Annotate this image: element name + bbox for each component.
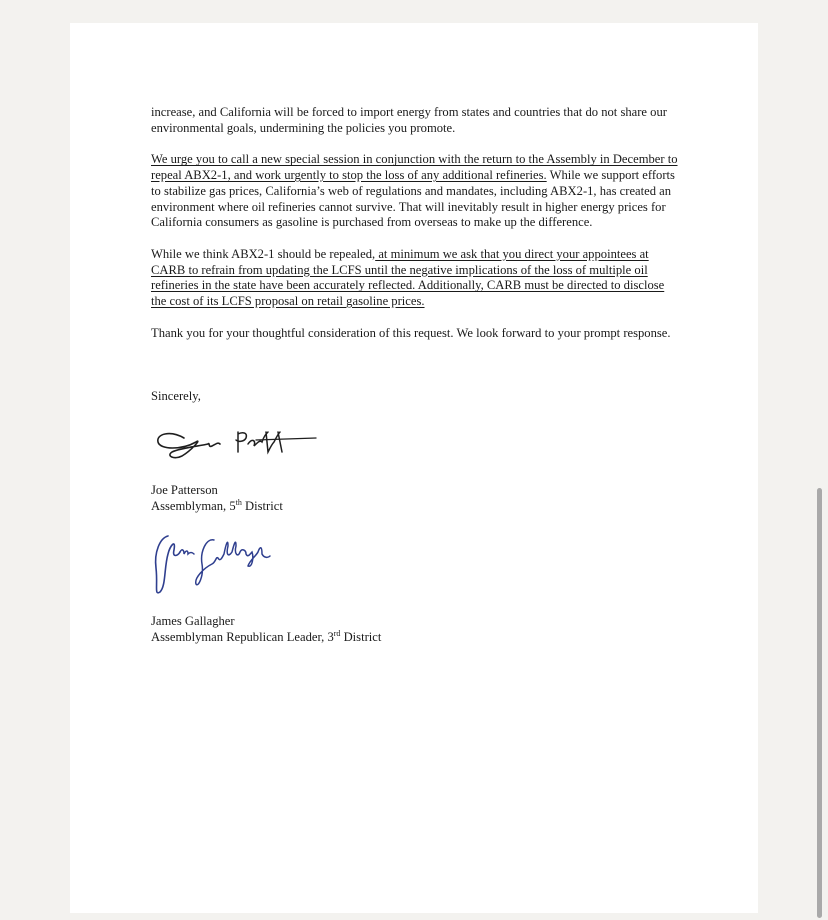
signature-joe-patterson: [152, 420, 322, 470]
signer-2-name: James Gallagher: [151, 614, 235, 628]
scrollbar-thumb[interactable]: [817, 488, 822, 918]
signer-1-name: Joe Patterson: [151, 483, 218, 497]
paragraph-2-text: While we support efforts to stabilize gas prices, California’s web of regulations and mandates, including ABX2-1, has created an environment where oil refineries cannot survive. That will inevitably result in higher energy prices for California consumers as gasoline is purchased from overseas to make up the difference.: [151, 168, 675, 230]
signature-james-gallagher: [150, 528, 290, 600]
paragraph-2: [151, 152, 681, 231]
signer-1-title: Assemblyman, 5th District: [151, 497, 283, 513]
signer-2: [151, 613, 381, 645]
paragraph-3-underlined: at minimum we ask that you direct your appointees at CARB to refrain from updating the LCFS until the negative implications of the loss of multiple oil refineries in the state have been accurately reflected. Additionally, CARB must be directed to disclose the cost of its LCFS proposal on retail gasoline prices.: [151, 246, 665, 309]
closing: Sincerely,: [151, 389, 201, 403]
paragraph-2-underlined: We urge you to call a new special session in conjunction with the return to the Assembly in December to repeal ABX2-1, and work urgently to stop the loss of any additional refineries.: [151, 152, 678, 183]
letter-body: [151, 105, 681, 341]
signer-2-title: Assemblyman Republican Leader, 3rd District: [151, 628, 382, 644]
paragraph-1: increase, and California will be forced to import energy from states and countries that do not share our environmental goals, undermining the policies you promote.: [151, 105, 667, 135]
paragraph-3: [151, 247, 681, 310]
paragraph-3-text: While we think ABX2-1 should be repealed,: [151, 246, 376, 261]
scrollbar[interactable]: [818, 0, 828, 920]
signer-1: [151, 482, 283, 514]
paragraph-4: Thank you for your thoughtful consideration of this request. We look forward to your prompt response.: [151, 325, 671, 340]
